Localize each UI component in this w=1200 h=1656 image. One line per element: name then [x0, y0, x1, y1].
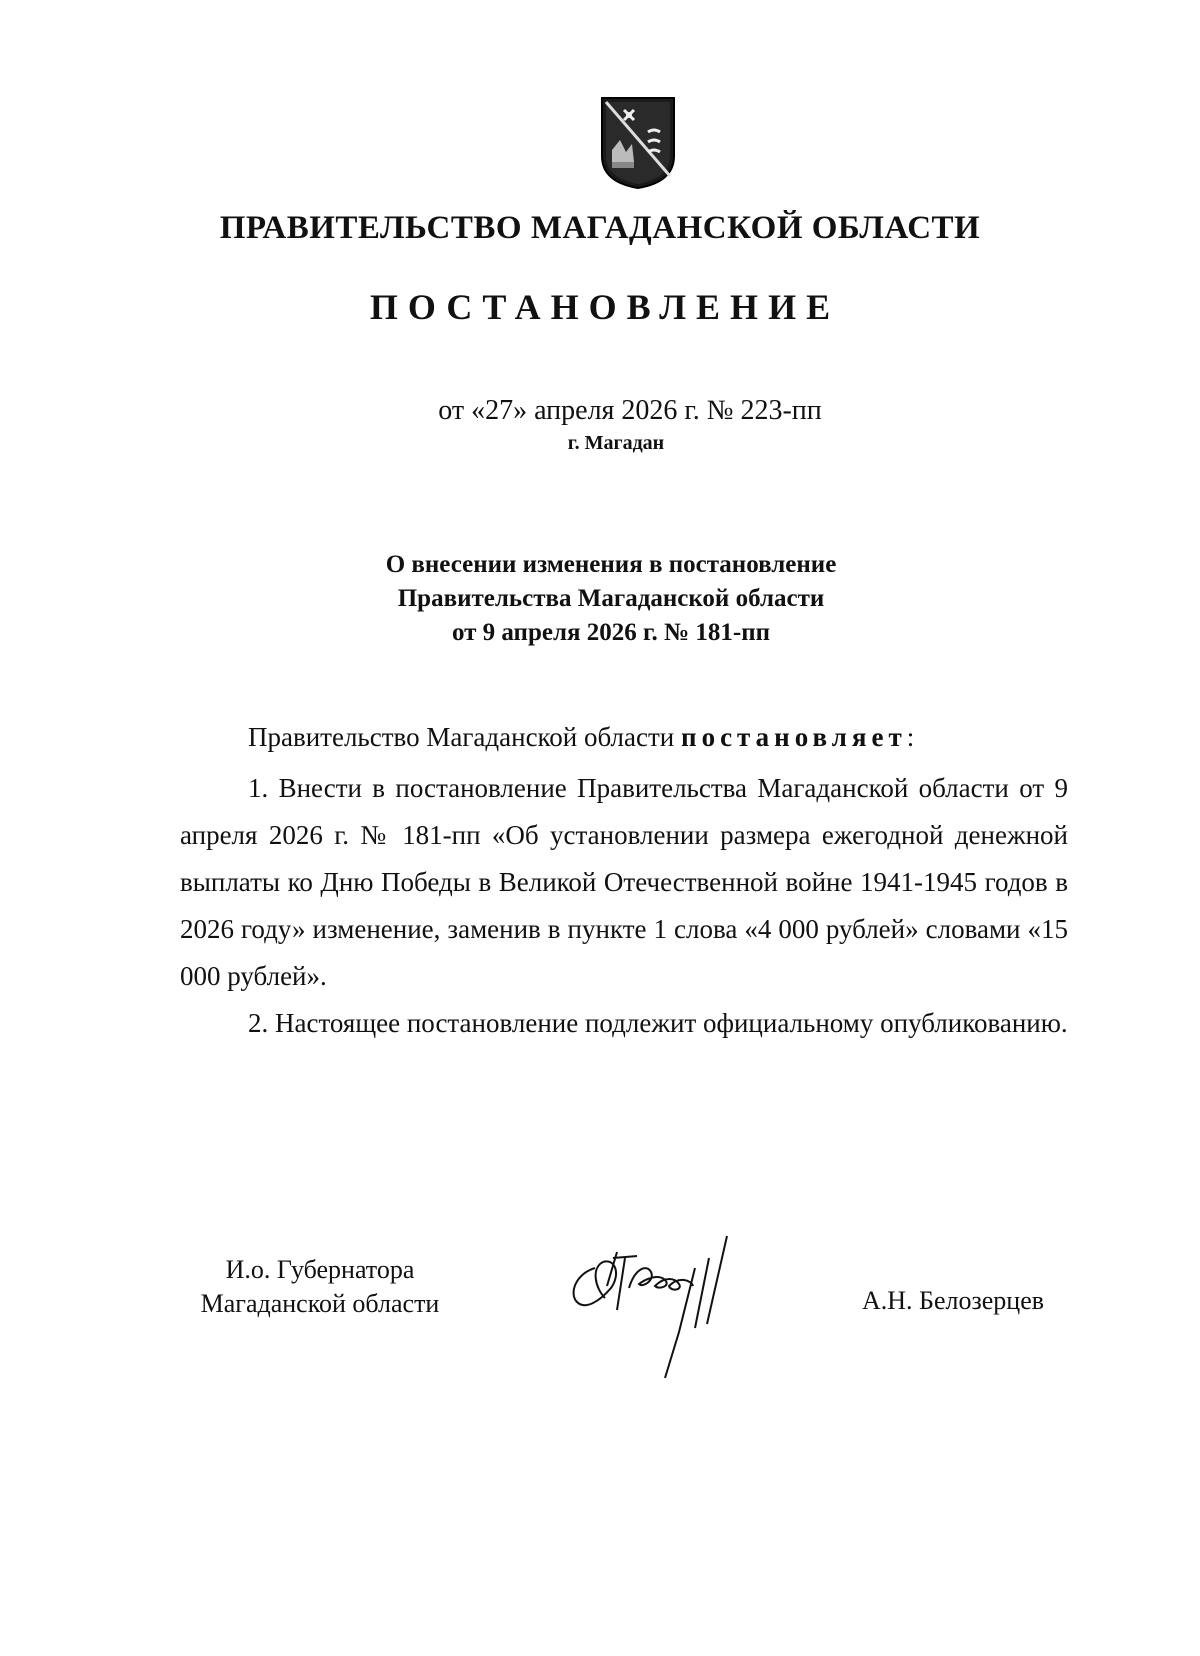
item-1: 1. Внести в постановление Правительства Магаданской области от 9 апреля 2026 г. № 181-пп «Об установлении размера ежегодной денежной выплаты ко Дню Победы в Великой Отечественной войне 1941-1945 годов в 2026 году» изменение, заменив в пункте 1 слова «4 000 рублей» словами «15 000 рублей». [180, 773, 1068, 991]
item-2: 2. Настоящее постановление подлежит официальному опубликованию. [248, 1008, 1068, 1038]
position-line-1: И.о. Губернатора [225, 1255, 415, 1284]
subject-line: О внесении изменения в постановление [385, 551, 837, 578]
signatory-position [188, 1253, 452, 1321]
coat-of-arms-icon [600, 96, 676, 190]
document-subject [0, 548, 1200, 650]
handwritten-signature [555, 1228, 795, 1388]
document-body [180, 714, 1068, 1047]
subject-line: от 9 апреля 2026 г. № 181-пп [451, 619, 771, 646]
document-date-number: от «27» апреля 2026 г. № 223-пп [438, 395, 822, 426]
preamble [180, 714, 1068, 761]
subject-line: Правительства Магаданской области [397, 585, 825, 612]
position-line-2: Магаданской области [200, 1289, 440, 1318]
organization-name: ПРАВИТЕЛЬСТВО МАГАДАНСКОЙ ОБЛАСТИ [219, 210, 981, 246]
preamble-verb: постановляет [681, 722, 907, 752]
document-city: г. Магадан [567, 432, 665, 454]
signatory-name: А.Н. Белозерцев [862, 1286, 1045, 1315]
preamble-colon: : [906, 722, 915, 752]
document-type: ПОСТАНОВЛЕНИЕ [369, 287, 841, 327]
preamble-text: Правительство Магаданской области [248, 722, 675, 752]
